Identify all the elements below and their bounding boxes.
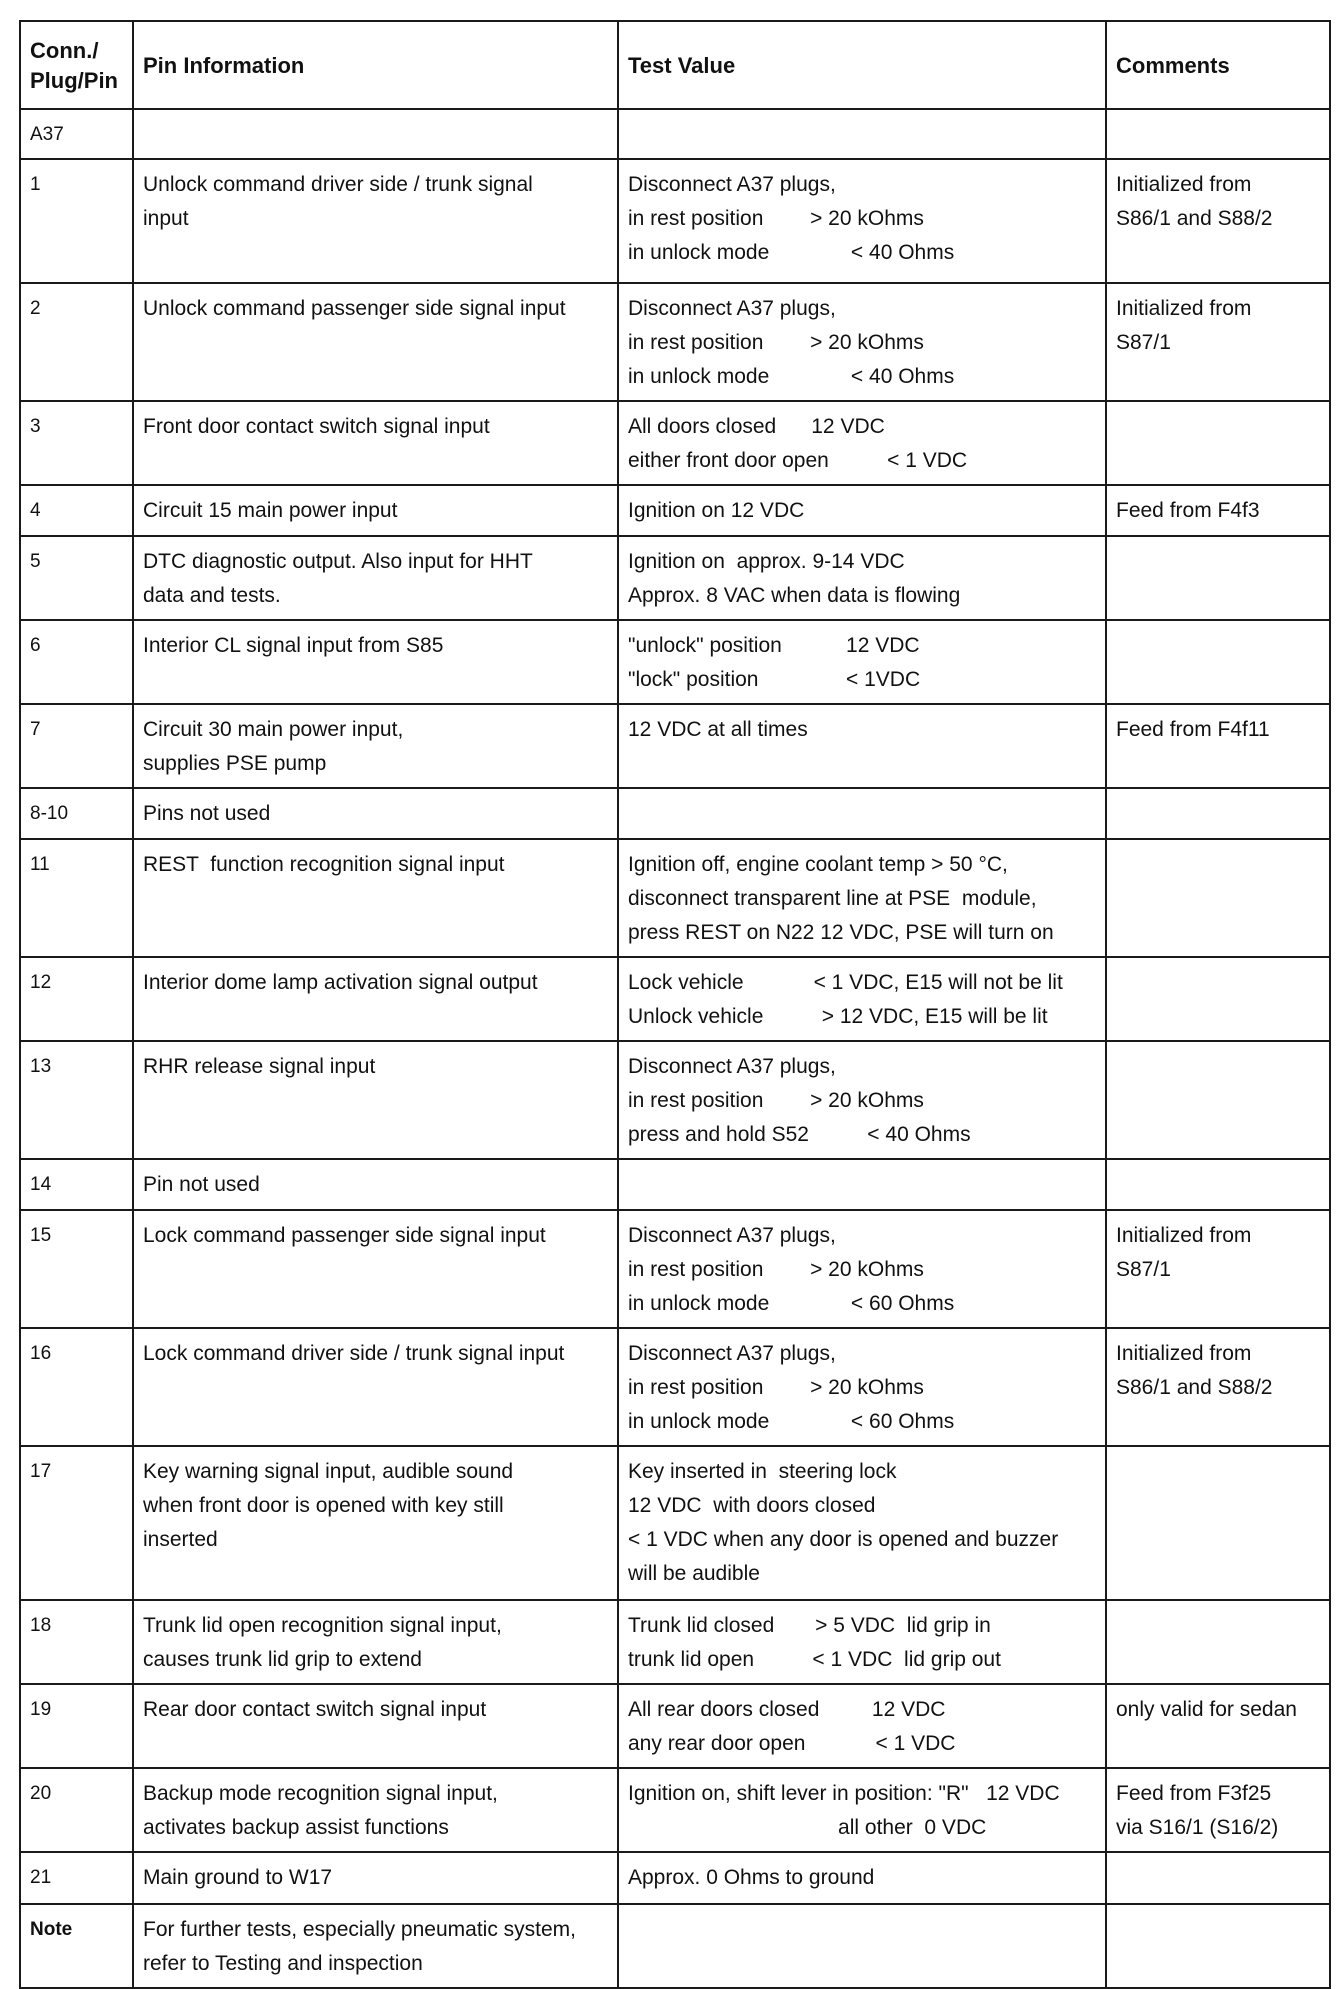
comments-line: Feed from F4f11 <box>1116 718 1270 741</box>
pin-information-line: Key warning signal input, audible sound <box>143 1460 514 1483</box>
test-value-cell <box>618 159 1106 283</box>
test-value-line: Ignition on approx. 9-14 VDC <box>628 550 905 573</box>
pin-cell: 3 <box>20 401 133 485</box>
test-value-cell <box>618 1328 1106 1446</box>
test-value-cell <box>618 957 1106 1041</box>
comments-cell <box>1106 401 1330 485</box>
table-row <box>20 1328 1330 1446</box>
test-value-cell <box>618 485 1106 536</box>
pin-information-cell <box>133 283 618 401</box>
table-header-row <box>20 21 1330 109</box>
comments-line: Initialized from <box>1116 1224 1252 1247</box>
pin-information-line: data and tests. <box>143 584 281 607</box>
test-value-line: Ignition off, engine coolant temp > 50 °C, <box>628 853 1008 876</box>
pin-information-cell <box>133 1904 618 1988</box>
pin-information-line: Lock command driver side / trunk signal input <box>143 1342 565 1365</box>
test-value-line: "unlock" position 12 VDC <box>628 634 920 657</box>
table-row <box>20 620 1330 704</box>
table-row <box>20 536 1330 620</box>
table-row <box>20 1768 1330 1852</box>
pin-information-line: Rear door contact switch signal input <box>143 1698 487 1721</box>
pin-information-cell <box>133 1446 618 1600</box>
test-value-line: Lock vehicle < 1 VDC, E15 will not be lit <box>628 971 1063 994</box>
pin-information-line: RHR release signal input <box>143 1055 376 1078</box>
test-value-line: any rear door open < 1 VDC <box>628 1732 956 1755</box>
pin-cell: 11 <box>20 839 133 957</box>
test-value-line: will be audible <box>628 1562 760 1585</box>
test-value-line: disconnect transparent line at PSE module, <box>628 887 1037 910</box>
table-row <box>20 1210 1330 1328</box>
test-value-cell <box>618 1852 1106 1904</box>
comments-line: Initialized from <box>1116 1342 1252 1365</box>
pin-cell: 7 <box>20 704 133 788</box>
test-value-line: Approx. 0 Ohms to ground <box>628 1866 875 1889</box>
comments-line: via S16/1 (S16/2) <box>1116 1816 1279 1839</box>
comments-line: S87/1 <box>1116 1258 1171 1281</box>
comments-cell <box>1106 159 1330 283</box>
test-value-cell <box>618 283 1106 401</box>
comments-cell <box>1106 1446 1330 1600</box>
pin-cell: 17 <box>20 1446 133 1600</box>
table-row <box>20 704 1330 788</box>
test-value-cell <box>618 839 1106 957</box>
pin-information-line: Backup mode recognition signal input, <box>143 1782 498 1805</box>
test-value-line: in rest position > 20 kOhms <box>628 1089 924 1112</box>
pin-information-cell <box>133 536 618 620</box>
test-value-line: all other 0 VDC <box>628 1816 987 1839</box>
comments-cell <box>1106 788 1330 839</box>
table-row <box>20 109 1330 159</box>
test-value-cell <box>618 788 1106 839</box>
pin-information-cell <box>133 1600 618 1684</box>
pin-information-cell <box>133 1684 618 1768</box>
table-row <box>20 788 1330 839</box>
test-value-line: in rest position > 20 kOhms <box>628 1376 924 1399</box>
test-value-line: in unlock mode < 60 Ohms <box>628 1292 955 1315</box>
test-value-cell <box>618 1446 1106 1600</box>
test-value-line: 12 VDC with doors closed <box>628 1494 876 1517</box>
comments-line: only valid for sedan <box>1116 1698 1297 1721</box>
table-row <box>20 1446 1330 1600</box>
pin-information-line: inserted <box>143 1528 218 1551</box>
comments-cell <box>1106 536 1330 620</box>
table-row <box>20 1041 1330 1159</box>
table-body <box>20 109 1330 1988</box>
comments-cell <box>1106 109 1330 159</box>
pin-information-cell <box>133 704 618 788</box>
pin-information-line: Pin not used <box>143 1173 260 1196</box>
comments-cell <box>1106 704 1330 788</box>
comments-line: Initialized from <box>1116 297 1252 320</box>
table-row <box>20 1600 1330 1684</box>
pin-information-cell <box>133 788 618 839</box>
pin-information-line: refer to Testing and inspection <box>143 1952 423 1975</box>
test-value-line: Ignition on 12 VDC <box>628 499 805 522</box>
test-value-cell <box>618 1041 1106 1159</box>
test-value-line: Key inserted in steering lock <box>628 1460 897 1483</box>
comments-line: Feed from F3f25 <box>1116 1782 1272 1805</box>
comments-cell <box>1106 1600 1330 1684</box>
test-value-line: Approx. 8 VAC when data is flowing <box>628 584 961 607</box>
pin-information-line: when front door is opened with key still <box>143 1494 504 1517</box>
comments-cell <box>1106 283 1330 401</box>
pin-information-line: DTC diagnostic output. Also input for HHT <box>143 550 533 573</box>
test-value-cell <box>618 704 1106 788</box>
pin-cell: 12 <box>20 957 133 1041</box>
test-value-line: "lock" position < 1VDC <box>628 668 921 691</box>
comments-line: Initialized from <box>1116 173 1252 196</box>
pin-cell: 15 <box>20 1210 133 1328</box>
pin-information-line: Interior CL signal input from S85 <box>143 634 444 657</box>
test-value-line: in rest position > 20 kOhms <box>628 1258 924 1281</box>
comments-cell <box>1106 1041 1330 1159</box>
pin-cell: 2 <box>20 283 133 401</box>
pin-information-line: activates backup assist functions <box>143 1816 449 1839</box>
test-value-line: 12 VDC at all times <box>628 718 808 741</box>
test-value-line: All rear doors closed 12 VDC <box>628 1698 946 1721</box>
pin-information-cell <box>133 1159 618 1210</box>
test-value-cell <box>618 401 1106 485</box>
test-value-line: < 1 VDC when any door is opened and buzzer <box>628 1528 1059 1551</box>
pin-cell: 13 <box>20 1041 133 1159</box>
test-value-cell <box>618 1600 1106 1684</box>
test-value-cell <box>618 1159 1106 1210</box>
pin-information-cell <box>133 401 618 485</box>
pin-cell: 8-10 <box>20 788 133 839</box>
comments-line: S87/1 <box>1116 331 1171 354</box>
table-row <box>20 1159 1330 1210</box>
comments-line: S86/1 and S88/2 <box>1116 207 1273 230</box>
test-value-line: Ignition on, shift lever in position: "R" 12 VDC <box>628 1782 1060 1805</box>
pin-information-line: Pins not used <box>143 802 271 825</box>
test-value-line: press and hold S52 < 40 Ohms <box>628 1123 971 1146</box>
pin-cell: 5 <box>20 536 133 620</box>
pin-information-line: Lock command passenger side signal input <box>143 1224 546 1247</box>
pin-information-cell <box>133 620 618 704</box>
test-value-line: Unlock vehicle > 12 VDC, E15 will be lit <box>628 1005 1048 1028</box>
comments-cell <box>1106 1852 1330 1904</box>
test-value-cell <box>618 109 1106 159</box>
comments-cell <box>1106 1684 1330 1768</box>
pin-information-line: Main ground to W17 <box>143 1866 333 1889</box>
pin-table-sheet <box>19 20 1329 1989</box>
pin-information-line: causes trunk lid grip to extend <box>143 1648 422 1671</box>
test-value-line: in rest position > 20 kOhms <box>628 207 924 230</box>
pin-information-line: REST function recognition signal input <box>143 853 505 876</box>
test-value-line: All doors closed 12 VDC <box>628 415 885 438</box>
pin-cell: 19 <box>20 1684 133 1768</box>
comments-cell <box>1106 839 1330 957</box>
comments-cell <box>1106 957 1330 1041</box>
pin-information-line: Interior dome lamp activation signal output <box>143 971 538 994</box>
pin-information-cell <box>133 159 618 283</box>
test-value-line: in rest position > 20 kOhms <box>628 331 924 354</box>
pin-information-line: Front door contact switch signal input <box>143 415 490 438</box>
comments-cell <box>1106 1904 1330 1988</box>
pin-cell: 14 <box>20 1159 133 1210</box>
pin-information-cell <box>133 1210 618 1328</box>
comments-cell <box>1106 1210 1330 1328</box>
pin-cell: A37 <box>20 109 133 159</box>
pin-cell: 6 <box>20 620 133 704</box>
header-pin-information: Pin Information <box>133 21 618 109</box>
pin-information-line: Unlock command passenger side signal input <box>143 297 566 320</box>
test-value-line: Trunk lid closed > 5 VDC lid grip in <box>628 1614 991 1637</box>
table-row <box>20 283 1330 401</box>
test-value-line: Disconnect A37 plugs, <box>628 173 836 196</box>
comments-cell <box>1106 1328 1330 1446</box>
table-row <box>20 1852 1330 1904</box>
test-value-line: in unlock mode < 40 Ohms <box>628 241 955 264</box>
pin-information-cell <box>133 109 618 159</box>
pin-information-line: Trunk lid open recognition signal input, <box>143 1614 502 1637</box>
pin-information-cell <box>133 1041 618 1159</box>
test-value-cell <box>618 1904 1106 1988</box>
comments-cell <box>1106 1768 1330 1852</box>
pin-cell: Note <box>20 1904 133 1988</box>
test-value-line: Disconnect A37 plugs, <box>628 1224 836 1247</box>
pin-information-cell <box>133 957 618 1041</box>
pin-information-cell <box>133 1852 618 1904</box>
table-row <box>20 485 1330 536</box>
pin-cell: 1 <box>20 159 133 283</box>
pin-information-cell <box>133 1328 618 1446</box>
comments-line: S86/1 and S88/2 <box>1116 1376 1273 1399</box>
table-row <box>20 401 1330 485</box>
header-comments: Comments <box>1106 21 1330 109</box>
pin-information-cell <box>133 485 618 536</box>
test-value-cell <box>618 620 1106 704</box>
table-row <box>20 1904 1330 1988</box>
table-row <box>20 957 1330 1041</box>
test-value-line: press REST on N22 12 VDC, PSE will turn on <box>628 921 1054 944</box>
pin-information-line: supplies PSE pump <box>143 752 327 775</box>
pin-information-line: Circuit 15 main power input <box>143 499 398 522</box>
comments-cell <box>1106 485 1330 536</box>
pin-information-cell <box>133 1768 618 1852</box>
test-value-line: either front door open < 1 VDC <box>628 449 968 472</box>
comments-cell <box>1106 620 1330 704</box>
pin-information-line: Circuit 30 main power input, <box>143 718 404 741</box>
table-row <box>20 839 1330 957</box>
test-value-cell <box>618 1684 1106 1768</box>
pin-cell: 4 <box>20 485 133 536</box>
pin-cell: 21 <box>20 1852 133 1904</box>
pin-cell: 16 <box>20 1328 133 1446</box>
test-value-line: in unlock mode < 60 Ohms <box>628 1410 955 1433</box>
header-conn-plug-pin: Conn./ Plug/Pin <box>20 21 133 109</box>
pin-information-cell <box>133 839 618 957</box>
pin-information-line: Unlock command driver side / trunk signal <box>143 173 533 196</box>
test-value-cell <box>618 1210 1106 1328</box>
table-row <box>20 159 1330 283</box>
test-value-line: Disconnect A37 plugs, <box>628 1342 836 1365</box>
test-value-line: Disconnect A37 plugs, <box>628 1055 836 1078</box>
comments-line: Feed from F4f3 <box>1116 499 1260 522</box>
test-value-cell <box>618 536 1106 620</box>
pin-table <box>19 20 1331 1989</box>
test-value-cell <box>618 1768 1106 1852</box>
pin-cell: 18 <box>20 1600 133 1684</box>
pin-cell: 20 <box>20 1768 133 1852</box>
header-test-value: Test Value <box>618 21 1106 109</box>
test-value-line: in unlock mode < 40 Ohms <box>628 365 955 388</box>
test-value-line: trunk lid open < 1 VDC lid grip out <box>628 1648 1001 1671</box>
pin-information-line: For further tests, especially pneumatic system, <box>143 1918 576 1941</box>
comments-cell <box>1106 1159 1330 1210</box>
test-value-line: Disconnect A37 plugs, <box>628 297 836 320</box>
table-row <box>20 1684 1330 1768</box>
pin-information-line: input <box>143 207 189 230</box>
